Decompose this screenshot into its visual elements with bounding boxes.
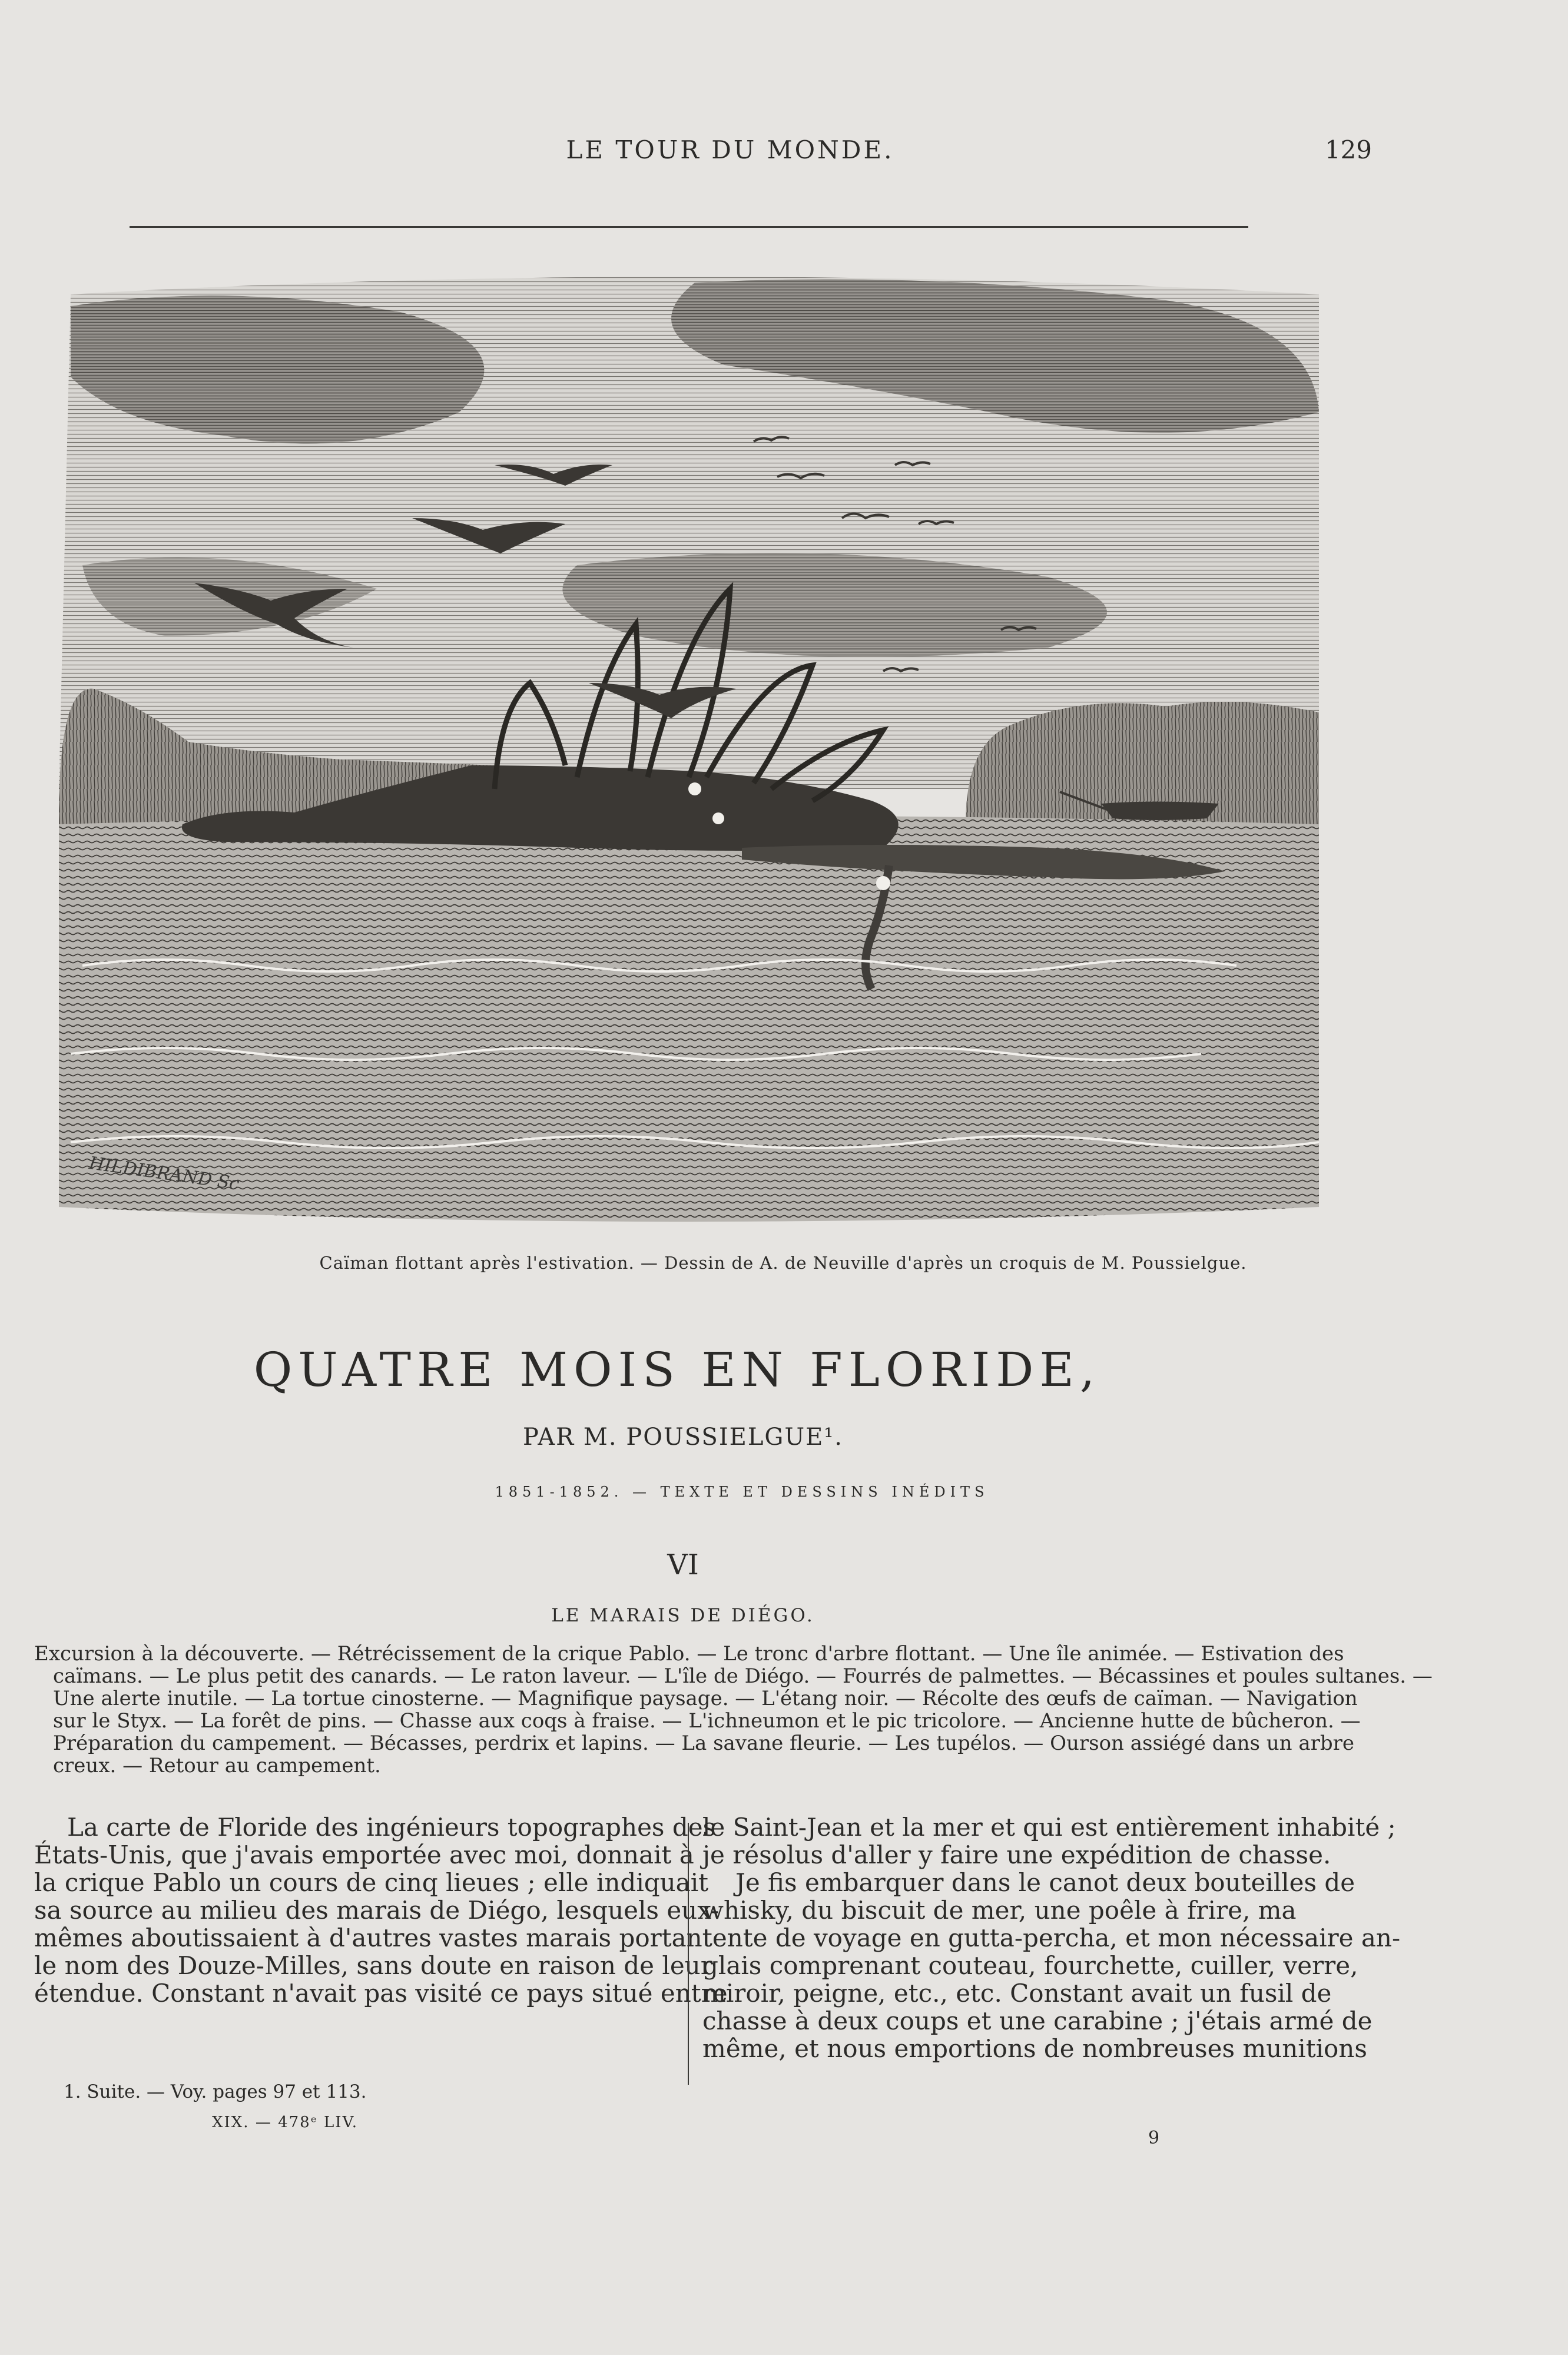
summary-line: caïmans. — Le plus petit des canards. — Le raton laveur. — L'île de Diégo. — Fourrés de palmettes. — Bécassines et poules sultanes. — (53, 1664, 1433, 1688)
body-line: miroir, peigne, etc., etc. Constant avait un fusil de (702, 1979, 1332, 2008)
volume-mark: XIX. — 478ᵉ LIV. (212, 2114, 359, 2131)
summary-line: sur le Styx. — La forêt de pins. — Chasse aux coqs à fraise. — L'ichneumon et le pic tricolore. — Ancienne hutte de bûcheron. — (53, 1709, 1361, 1733)
engraving-flower (712, 812, 724, 824)
body-line: le nom des Douze-Milles, sans doute en raison de leur (34, 1951, 712, 1980)
engraving-flower (876, 876, 890, 890)
body-line: étendue. Constant n'avait pas visité ce pays situé entre (34, 1979, 728, 2008)
summary-line: Excursion à la découverte. — Rétrécissement de la crique Pablo. — Le tronc d'arbre flottant. — Une île animée. — Estivation des (34, 1642, 1344, 1666)
body-column-right (702, 1813, 1401, 2063)
body-line: tente de voyage en gutta-percha, et mon nécessaire an- (702, 1923, 1401, 1952)
body-line: Je fis embarquer dans le canot deux bouteilles de (735, 1868, 1355, 1897)
illustration-caption: Caïman flottant après l'estivation. — Dessin de A. de Neuville d'après un croquis de M. Poussielgue. (319, 1253, 1247, 1273)
body-line: sa source au milieu des marais de Diégo, lesquels eux- (34, 1896, 720, 1925)
body-line: glais comprenant couteau, fourchette, cuiller, verre, (702, 1951, 1358, 1980)
page-number: 129 (1324, 135, 1372, 164)
chapter-title: LE MARAIS DE DIÉGO. (551, 1605, 815, 1626)
body-line: la crique Pablo un cours de cinq lieues ; elle indiquait (34, 1868, 709, 1897)
summary-line: Une alerte inutile. — La tortue cinosterne. — Magnifique paysage. — L'étang noir. — Récolte des œufs de caïman. — Navigation (53, 1687, 1358, 1710)
article-byline: PAR M. POUSSIELGUE¹. (522, 1424, 844, 1451)
engraving-illustration (47, 259, 1331, 1242)
chapter-numeral: VI (667, 1548, 699, 1581)
summary-line: Préparation du campement. — Bécasses, perdrix et lapins. — La savane fleurie. — Les tupélos. — Ourson assiégé dans un arbre (53, 1732, 1355, 1755)
signature-mark: 9 (1148, 2128, 1160, 2148)
body-column-left (34, 1813, 728, 2008)
body-line: je résolus d'aller y faire une expédition de chasse. (702, 1840, 1331, 1869)
footnote: 1. Suite. — Voy. pages 97 et 113. (64, 2081, 367, 2102)
body-line: mêmes aboutissaient à d'autres vastes marais portant (34, 1923, 712, 1952)
body-line: La carte de Floride des ingénieurs topographes des (67, 1813, 716, 1842)
running-head: LE TOUR DU MONDE. (566, 135, 894, 164)
summary-line: creux. — Retour au campement. (53, 1754, 381, 1777)
article-dates: 1851-1852. — TEXTE ET DESSINS INÉDITS (495, 1484, 989, 1500)
body-line: chasse à deux coups et une carabine ; j'étais armé de (702, 2006, 1373, 2035)
body-line: États-Unis, que j'avais emportée avec moi, donnait à (34, 1840, 694, 1869)
chapter-summary (34, 1642, 1433, 1777)
engraving-svg (47, 259, 1331, 1242)
header-rule (130, 226, 1248, 228)
article-title: QUATRE MOIS EN FLORIDE, (253, 1342, 1101, 1397)
engraving-flower (688, 782, 701, 795)
body-line: même, et nous emportions de nombreuses munitions (702, 2034, 1367, 2063)
body-line: le Saint-Jean et la mer et qui est entièrement inhabité ; (702, 1813, 1396, 1842)
column-rule (688, 1823, 689, 2085)
engraver-signature: HILDIBRAND Sc (87, 1153, 241, 1195)
body-line: whisky, du biscuit de mer, une poêle à frire, ma (702, 1896, 1297, 1925)
engraving-boat (1101, 802, 1219, 821)
